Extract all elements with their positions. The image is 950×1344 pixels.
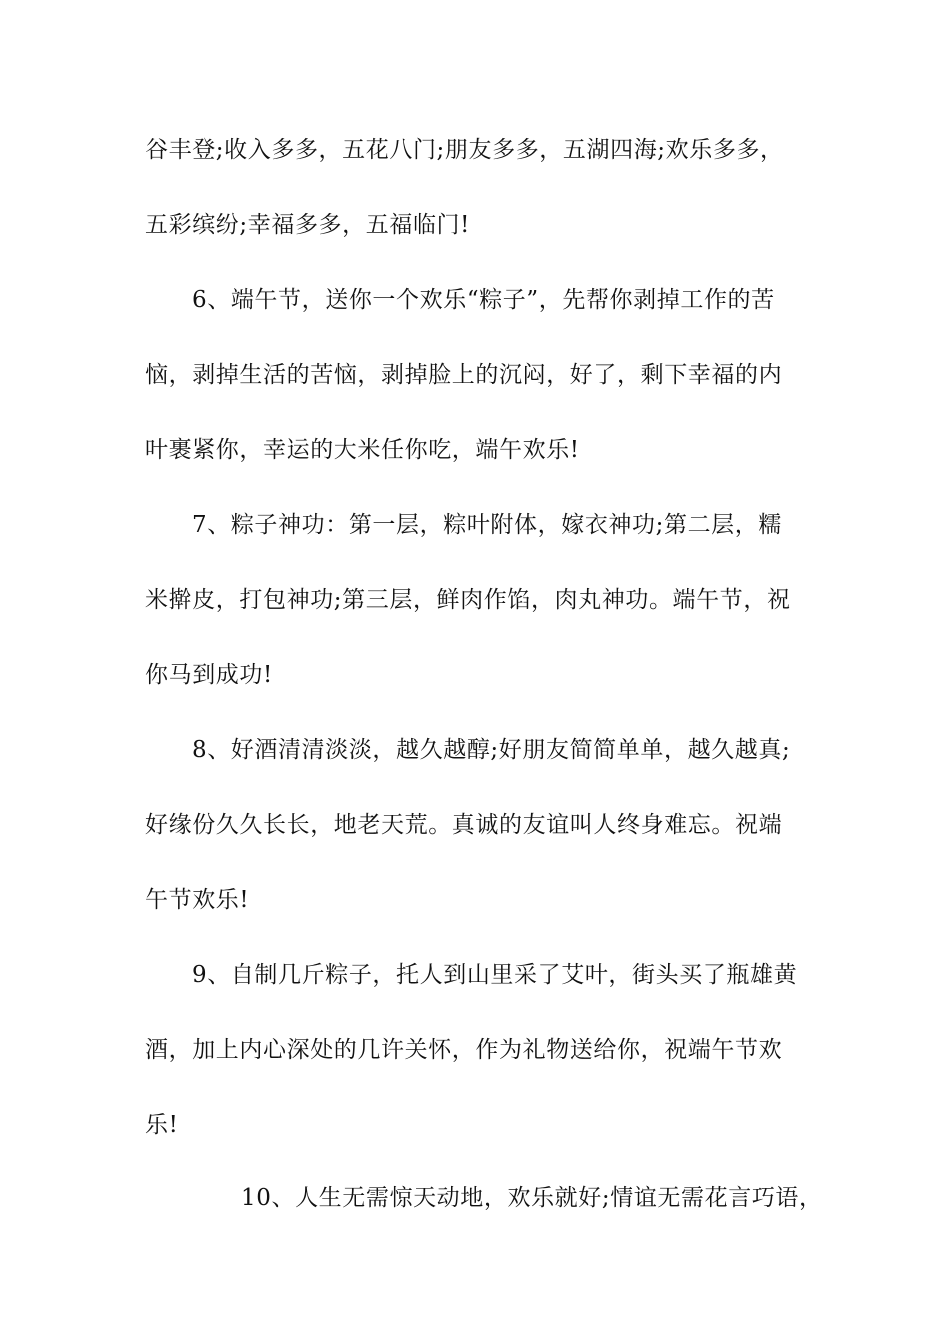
text-line: 恼，剥掉生活的苦恼，剥掉脸上的沉闷，好了，剩下幸福的内 (145, 362, 783, 388)
text-line: 米擀皮，打包神功;第三层，鲜肉作馅，肉丸神功。端午节，祝 (145, 587, 791, 613)
paragraph-8-line: 8、好酒清清淡淡，越久越醇;好朋友简简单单，越久越真; (192, 737, 791, 763)
text-line: 你马到成功! (145, 662, 273, 688)
text-line: 五彩缤纷;幸福多多，五福临门! (145, 212, 470, 238)
text-line: 叶裹紧你，幸运的大米任你吃，端午欢乐! (145, 437, 580, 463)
paragraph-7-line: 7、粽子神功：第一层，粽叶附体，嫁衣神功;第二层，糯 (192, 512, 782, 538)
text-line: 好缘份久久长长，地老天荒。真诚的友谊叫人终身难忘。祝端 (145, 812, 783, 838)
text-line: 午节欢乐! (145, 887, 250, 913)
text-line: 谷丰登;收入多多，五花八门;朋友多多，五湖四海;欢乐多多， (145, 137, 784, 163)
text-line: 乐! (145, 1112, 179, 1138)
paragraph-6-line: 6、端午节，送你一个欢乐“粽子”，先帮你剥掉工作的苦 (192, 287, 775, 313)
paragraph-10-line: 10、人生无需惊天动地，欢乐就好;情谊无需花言巧语， (241, 1185, 823, 1211)
text-line: 酒，加上内心深处的几许关怀，作为礼物送给你，祝端午节欢 (145, 1037, 783, 1063)
paragraph-9-line: 9、自制几斤粽子，托人到山里采了艾叶，街头买了瓶雄黄 (192, 962, 798, 988)
